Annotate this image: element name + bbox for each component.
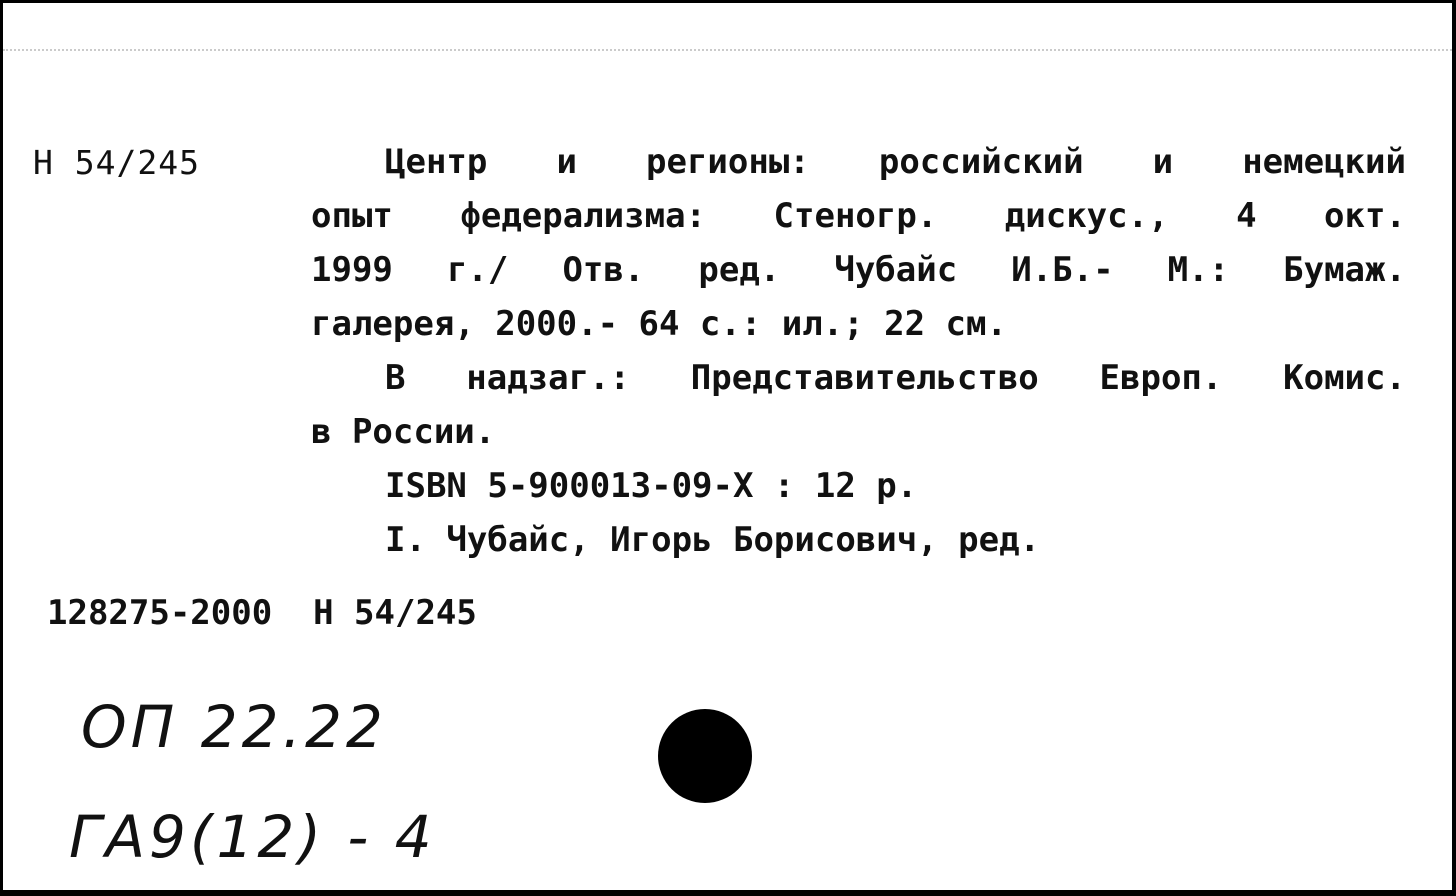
title-word: 1999 [311,250,393,290]
title-word: и [1152,142,1174,182]
note-word: надзаг.: [466,358,631,398]
title-word: окт. [1324,196,1406,236]
title-line-1 [311,135,1406,189]
title-word: федерализма: [460,196,707,236]
note-word: Комис. [1283,358,1406,398]
title-word: немецкий [1242,142,1406,182]
added-entry-line: I. Чубайс, Игорь Борисович, ред. [385,520,1041,560]
title-word: Чубайс [834,250,958,290]
title-word: российский [878,142,1084,182]
imprint-line: галерея, 2000.- 64 с.: ил.; 22 см. [311,304,1007,344]
title-word: г./ [446,250,509,290]
title-word: Стеногр. [773,196,938,236]
shelf-mark: Н 54/245 [33,143,200,182]
bibliographic-record [311,135,1406,567]
title-word: Бумаж. [1283,250,1406,290]
handwritten-classification-1: ОП 22.22 [81,693,387,761]
note-word: В [385,358,406,398]
accession-number: 128275-2000 Н 54/245 [47,593,477,633]
note-word: Представительство [690,358,1039,398]
title-word: опыт [311,196,393,236]
title-word: дискус., [1004,196,1169,236]
title-line-3 [311,243,1406,297]
title-word: и [556,142,577,182]
note-word: Европ. [1099,358,1223,398]
note-word: в России. [311,412,496,452]
catalog-card [3,3,1452,890]
title-word: 4 [1236,196,1257,236]
note-line-2 [311,405,1406,459]
title-word: ред. [698,250,781,290]
note-line-1 [311,351,1406,405]
title-word: регионы: [646,142,810,182]
title-line-2 [311,189,1406,243]
title-word: Отв. [562,250,645,290]
punch-hole [658,709,752,803]
title-word: М.: [1167,250,1230,290]
title-word: Центр [385,142,488,182]
title-word: И.Б.- [1011,250,1114,290]
isbn-line: ISBN 5-900013-09-X : 12 р. [385,466,918,506]
handwritten-classification-2: ГА9(12) - 4 [69,803,436,871]
